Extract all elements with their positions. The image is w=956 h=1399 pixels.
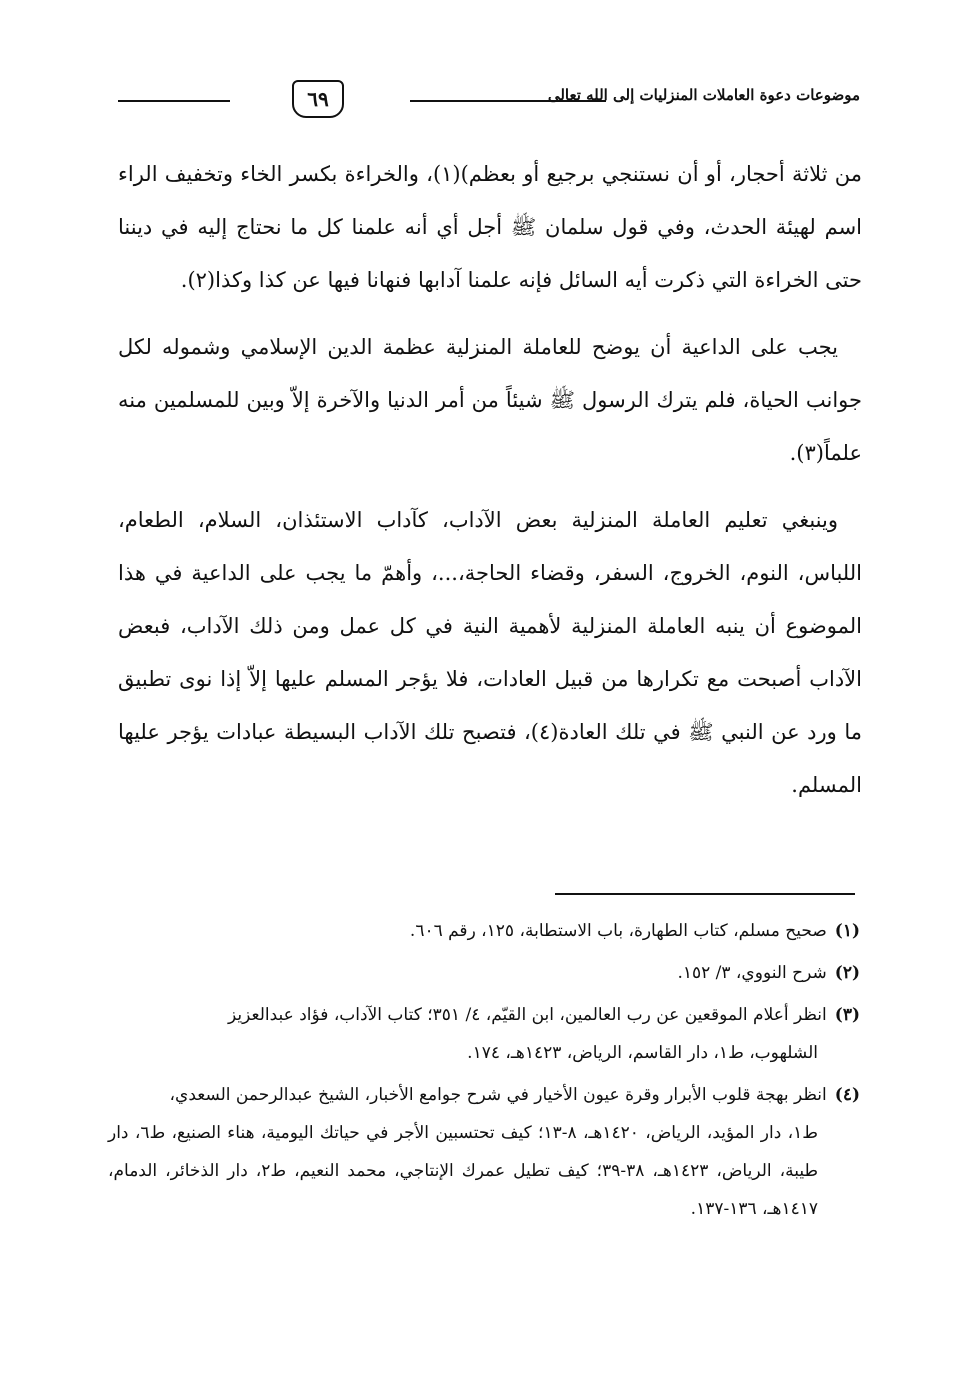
page-number: ٦٩ [307,87,329,111]
body-text [118,148,862,812]
footnote-3 [108,996,860,1072]
footnote-text: شرح النووي، ٣/ ١٥٢. [677,963,827,983]
footnote-2 [108,954,860,992]
footnote-text: انظر بهجة قلوب الأبرار وقرة عيون الأخيار في شرح جوامع الأخبار، الشيخ عبدالرحمن السعدي، [169,1085,827,1105]
page-number-box [236,78,400,120]
footnotes [108,912,860,1232]
paragraph-2: يجب على الداعية أن يوضح للعاملة المنزلية عظمة الدين الإسلامي وشموله لكل جوانب الحياة، فلم يترك الرسول ﷺ شيئاً من أمر الدنيا والآخرة إلاّ وبين للمسلمين منه علماً(٣). [118,335,862,465]
footnote-continuation: ط١، دار المؤيد، الرياض، ١٤٢٠هـ، ٨-١٣؛ كيف تحتسبين الأجر في حياتك اليومية، هناء الصنيع، ط٦، دار طيبة، الرياض، ١٤٢٣هـ، ٣٨-٣٩؛ كيف تطيل عمرك الإنتاجي، محمد النعيم، ط٢، دار الذخائر، الدمام، ١٤١٧هـ، ١٣٦-١٣٧. [108,1123,819,1219]
footnote-4 [108,1076,860,1228]
footnote-1 [108,912,860,950]
footnote-marker: (٤) [834,1085,860,1105]
footnote-marker: (٣) [834,1005,860,1025]
paragraph-1: من ثلاثة أحجار، أو أن نستنجي برجيع أو بعظم)(١)، والخراءة بكسر الخاء وتخفيف الراء اسم لهيئة الحدث، وفي قول سلمان ﷺ أجل أي أنه علمنا كل ما نحتاج إليه في ديننا حتى الخراءة التي ذكرت أيه السائل فإنه علمنا آدابها فنهانا فيها عن كذا وكذا(٢). [118,162,862,292]
running-title: موضوعات دعوة العاملات المنزليات إلى الله تعالى [547,86,860,104]
footnote-marker: (٢) [834,963,860,983]
header-rule-left [118,100,230,102]
footnote-marker: (١) [834,921,860,941]
page-header [118,72,860,124]
paragraph-3: وينبغي تعليم العاملة المنزلية بعض الآداب، كآداب الاستئذان، السلام، الطعام، اللباس، النوم، الخروج، السفر، وقضاء الحاجة،...، وأهمّ ما يجب على الداعية في هذا الموضوع أن ينبه العاملة المنزلية لأهمية النية في كل عمل ومن ذلك الآداب، فبعض الآداب أصبحت مع تكرارها من قبيل العادات، فلا يؤجر المسلم عليها إلاّ إذا نوى تطبيق ما ورد عن النبي ﷺ في تلك العادة(٤)، فتصبح تلك الآداب البسيطة عبادات يؤجر عليها المسلم. [118,508,862,797]
footnote-text: صحيح مسلم، كتاب الطهارة، باب الاستطابة، ١٢٥، رقم ٦٠٦. [409,921,827,941]
footnote-continuation: الشلهوب، ط١، دار القاسم، الرياض، ١٤٢٣هـ، ١٧٤. [467,1043,818,1063]
footnote-text: انظر أعلام الموقعين عن رب العالمين، ابن القيّم، ٤/ ٣٥١؛ كتاب الآداب، فؤاد عبدالعزيز [228,1005,827,1025]
footnote-separator [555,893,855,895]
page-number-frame [292,80,344,118]
